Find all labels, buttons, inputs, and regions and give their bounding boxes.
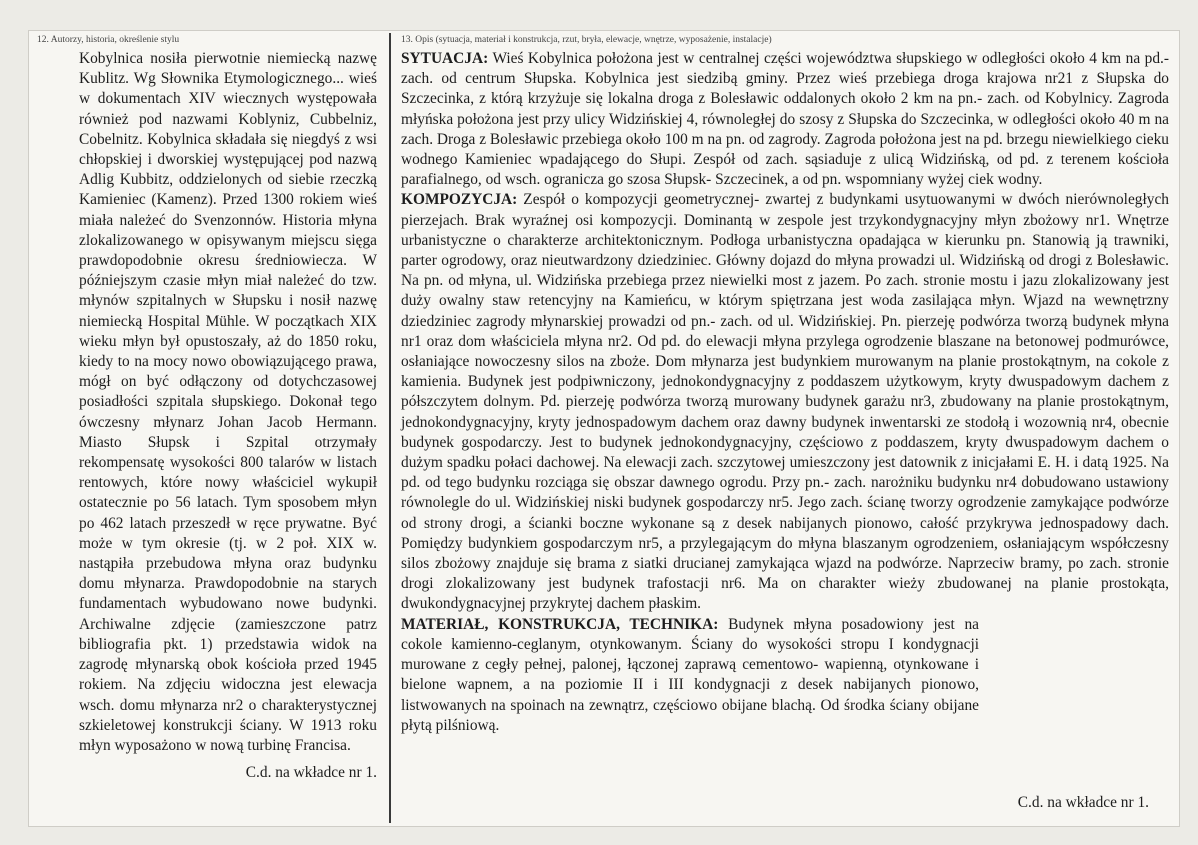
sytuacja-text: Wieś Kobylnica położona jest w centralnej części województwa słupskiego w odległości około 4 km na pd.- zach. od centrum Słupska. Kobylnica jest siedzibą gminy. Przez wieś przebiega droga krajowa nr21 z Słupska do Szczecinka, z którą krzyżuje się lokalna droga z Bolesławic oddalonych około 2 km na pn.- zach. od Kobylnicy. Zagroda młyńska położona jest przy ulicy Widzińskiej 4, równoległej do szosy z Słupska do Szczecinka, w odległości około 40 m na zach. Droga z Bolesławic przebiega około 100 m na pn. od zagrody. Zagroda położona jest na pd. brzegu niewielkiego cieku wodnego Kamieniec wpadającego do Słupi. Zespół od zach. sąsiaduje z ulicą Widzińską, od pd. z terenem kościoła parafialnego, od wsch. ogranicza go szosa Słupsk- Szczecinek, a od pn. wspomniany wyżej ciek wodny. [401, 50, 1169, 189]
sytuacja-label: SYTUACJA: [401, 50, 489, 67]
column-divider [389, 33, 391, 823]
material-label: MATERIAŁ, KONSTRUKCJA, TECHNIKA: [401, 615, 719, 633]
history-column [37, 33, 385, 820]
description-header: 13. Opis (sytuacja, materiał i konstrukcja, rzut, bryła, elewacje, wnętrze, wyposażenie, instalacje) [401, 35, 772, 45]
description-continued-note: C.d. na wkładce nr 1. [1017, 794, 1149, 811]
kompozycja-paragraph [401, 190, 1169, 614]
document-sheet [28, 30, 1180, 827]
description-text [401, 49, 1169, 736]
history-continued-note: C.d. na wkładce nr 1. [245, 764, 377, 782]
history-paragraph: Kobylnica nosiła pierwotnie niemiecką nazwę Kublitz. Wg Słownika Etymologicznego... wieś w dokumentach XIV wiecznych występowała również pod nazwami Koblyniz, Cubbelniz, Cobelnitz. Kobylnica składała się niegdyś z wsi chłopskiej i dworskiej występującej pod nazwą Adlig Kubbitz, oddzielonych od siebie rzeczką Kamieniec (Kamenz). Przed 1300 rokiem wieś miała należeć do Svenzonnów. Historia młyna zlokalizowanego w opisywanym miejscu sięga prawdopodobnie okresu średniowiecza. W późniejszym czasie młyn miał należeć do tzw. młynów szpitalnych w Słupsku i nosił nazwę niemiecką Hospital Mühle. W początkach XIX wieku młyn był opustoszały, aż do 1850 roku, kiedy to na mocy nowo obowiązującego prawa, mógł on być odłączony od dotychczasowej posiadłości szpitala słupskiego. Dokonał tego ówczesny młynarz Johan Jacob Hermann. Miasto Słupsk i Szpital otrzymały rekompensatę wysokości 800 talarów w listach rentowych, które nowy właściciel wykupił ostatecznie po 56 latach. Tym sposobem młyn po 462 latach przeszedł w ręce prywatne. Być może w tym okresie (tj. w 2 poł. XIX w. nastąpiła przebudowa młyna oraz budynku domu młynarza. Prawdopodobnie na starych fundamentach wybudowano nowe budynki. Archiwalne zdjęcie (zamieszczone patrz bibliografia pkt. 1) przedstawia widok na zagrodę młynarską obok kościoła przed 1945 rokiem. Na zdjęciu widoczna jest elewacja wsch. domu młynarza nr2 o charakterystycznej szkieletowej konstrukcji ściany. W 1913 roku młyn wyposażono w nową turbinę Francisa. [79, 50, 377, 754]
material-paragraph [401, 615, 1169, 736]
material-text: Budynek młyna posadowiony jest na cokole kamienno-ceglanym, otynkowanym. Ściany do wysokości stropu I kondygnacji murowane z cegły pełnej, palonej, łączonej zaprawą cementowo- wapienną, otynkowane i bielone wapnem, a na poziomie II i III kondygnacji z desek nabijanych pionowo, listwowanych na spoinach na zewnątrz, częściowo obijane blachą. Od środka ściany obijane płytą pilśniową. [401, 615, 979, 734]
kompozycja-text: Zespół o kompozycji geometrycznej- zwartej z budynkami usytuowanymi w dwóch nierównoległych pierzejach. Brak wyraźnej osi kompozycji. Dominantą w zespole jest trzykondygnacyjny młyn zbożowy nr1. Wnętrze urbanistyczne o charakterze architektonicznym. Podłoga urbanistyczna opadająca w kierunku pn. Stanowią ją trawniki, parter ogrodowy, oraz nieutwardzony dziedziniec. Główny dojazd do młyna prowadzi ul. Widzińską od drogi z Bolesławic. Na pn. od młyna, ul. Widzińska przebiega przez niewielki most z jazem. Po zach. stronie mostu i jazu zlokalizowany jest duży owalny staw retencyjny na Kamieńcu, w którym spiętrzana jest woda zasilająca młyn. Wjazd na wewnętrzny dziedziniec zagrody młynarskiej prowadzi od pn.- zach. od ul. Widzińskiej. Pn. pierzeję podwórza tworzą budynek młyna nr1 oraz dom właściciela młyna nr2. Od pd. do elewacji młyna przylega ogrodzenie blaszane na betonowej podmurówce, osłaniające nowoczesny silos na zboże. Dom młynarza jest budynkiem murowanym na planie prostokątnym, na cokole z kamienia. Budynek jest podpiwniczony, jednokondygnacyjny z poddaszem użytkowym, kryty dwuspadowym dachem z półszczytem dolnym. Pd. pierzeję podwórza tworzą murowany budynek garażu nr3, zbudowany na planie prostokątnym, jednokondygnacyjny, kryty jednospadowym dachem oraz dawny budynek inwentarski ze stodołą i wozownią nr4, obecnie budynek gospodarczy. Jest to budynek jednokondygnacyjny, częściowo z poddaszem, kryty dwuspadowym dachem o dużym spadku połaci dachowej. Na elewacji zach. szczytowej umieszczony jest datownik z inicjałami E. H. i datą 1925. Na pd. od tego budynku rozciąga się obszar dawnego ogrodu. Przy pn.- zach. narożniku budynku nr4 dobudowano ustawiony równolegle do ul. Widzińskiej niski budynek gospodarczy nr5. Jego zach. ścianę tworzy ogrodzenie zamykające podwórze od strony drogi, a ścianki boczne wykonane są z desek nabijanych pionowo, całość przykrywa jednospadowy dach. Pomiędzy budynkiem gospodarczym nr5, a przylegającym do młyna blaszanym ogrodzeniem, osłaniającym współczesny silos zbożowy znajduje się brama z siatki drucianej zamykająca wjazd na podwórze. Naprzeciw bramy, po zach. stronie drogi zlokalizowany jest budynek trafostacji nr6. Ma on charakter wieży zbudowanej na planie prostokąta, dwukondygnacyjnej przykrytej dachem płaskim. [401, 191, 1169, 613]
sytuacja-paragraph [401, 49, 1169, 190]
history-header: 12. Autorzy, historia, określenie stylu [37, 35, 180, 45]
kompozycja-label: KOMPOZYCJA: [401, 191, 518, 209]
description-column [395, 33, 1169, 820]
history-text [79, 49, 377, 756]
